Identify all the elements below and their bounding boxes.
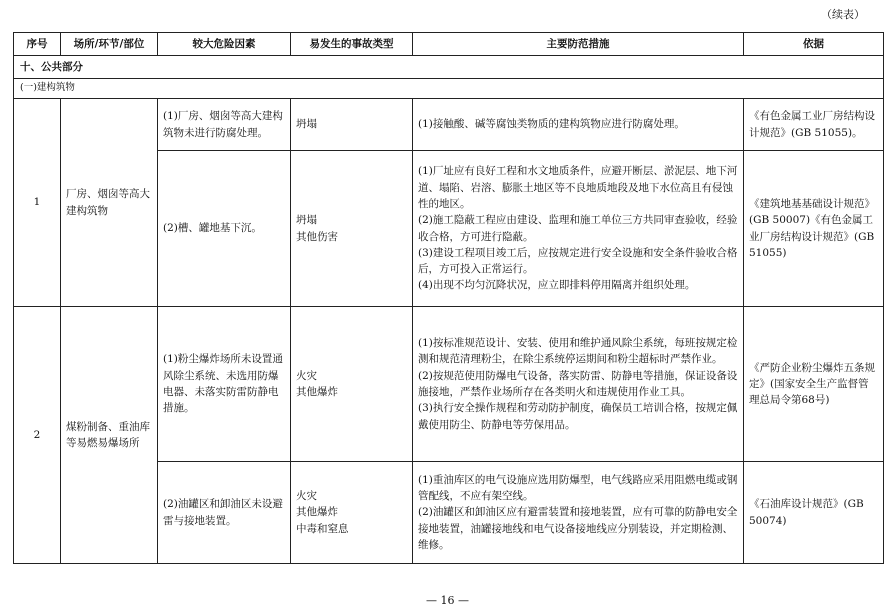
hazard-table (13, 32, 884, 564)
accident-type: 坍塌 (296, 118, 317, 131)
accident-type: 中毒和窒息 (296, 522, 349, 535)
section-row (14, 56, 884, 79)
header-row (14, 33, 884, 56)
accident-cell (291, 99, 413, 151)
table-row (14, 99, 884, 151)
accident-cell (291, 151, 413, 307)
subsection-title: (一)建构筑物 (14, 79, 884, 99)
hazard-cell: (1)粉尘爆炸场所未设置通风除尘系统、未选用防爆电器、未落实防雷防静电措施。 (158, 307, 291, 462)
basis-cell: 《严防企业粉尘爆炸五条规定》(国家安全生产监督管理总局令第68号) (744, 307, 884, 462)
continuation-label: （续表） (821, 8, 865, 21)
accident-cell (291, 462, 413, 564)
accident-type: 坍塌 (296, 214, 317, 227)
basis-cell: 《石油库设计规范》(GB 50074) (744, 462, 884, 564)
hazard-cell: (2)槽、罐地基下沉。 (158, 151, 291, 307)
basis-cell: 《有色金属工业厂房结构设计规范》(GB 51055)。 (744, 99, 884, 151)
measure-item: (2)施工隐蔽工程应由建设、监理和施工单位三方共同审查验收，经验收合格，方可进行隐蔽。 (418, 214, 738, 243)
header-hazard: 较大危险因素 (158, 33, 291, 56)
subsection-row (14, 79, 884, 99)
section-title: 十、公共部分 (14, 56, 884, 79)
accident-type: 其他爆炸 (296, 386, 338, 398)
measure-item: (1)接触酸、碱等腐蚀类物质的建构筑物应进行防腐处理。 (418, 118, 685, 131)
header-basis: 依据 (744, 33, 884, 56)
accident-type: 火灾 (296, 369, 317, 382)
measure-item: (4)出现不均匀沉降状况，应立即排料停用隔离并组织处理。 (418, 279, 696, 292)
accident-cell (291, 307, 413, 462)
measure-item: (3)执行安全操作规程和劳动防护制度，确保员工培训合格，按规定佩戴使用防尘、防静电等劳保用品。 (418, 402, 738, 431)
row-number: 1 (14, 99, 61, 307)
measure-item: (1)厂址应有良好工程和水文地质条件，应避开断层、淤泥层、地下河道、塌陷、岩溶、膨胀土地区等不良地质地段及地下水位高且有侵蚀性的地区。 (418, 165, 738, 210)
accident-type: 其他伤害 (296, 230, 338, 243)
measure-item: (2)按规范使用防爆电气设备，落实防雷、防静电等措施，保证设备设施接地，严禁作业场所存在各类明火和违规使用作业工具。 (418, 369, 738, 398)
hazard-cell: (1)厂房、烟囱等高大建构筑物未进行防腐处理。 (158, 99, 291, 151)
measures-cell (413, 99, 744, 151)
header-number: 序号 (14, 33, 61, 56)
measures-cell (413, 462, 744, 564)
hazard-cell: (2)油罐区和卸油区未设避雷与接地装置。 (158, 462, 291, 564)
measure-item: (1)重油库区的电气设施应选用防爆型，电气线路应采用阻燃电缆或钢管配线，不应有架空线。 (418, 473, 738, 503)
accident-type: 其他爆炸 (296, 506, 338, 519)
measures-cell (413, 151, 744, 307)
measure-item: (3)建设工程项目竣工后，应按规定进行安全设施和安全条件验收合格后，方可投入正常运行。 (418, 246, 738, 276)
row-location: 厂房、烟囱等高大建构筑物 (61, 99, 158, 307)
header-location: 场所/环节/部位 (61, 33, 158, 56)
page-number: — 16 — (426, 594, 469, 607)
basis-cell: 《建筑地基基础设计规范》(GB 50007)《有色金属工业厂房结构设计规范》(GB 51055) (744, 151, 884, 307)
measure-item: (2)油罐区和卸油区应有避雷装置和接地装置，应有可靠的防静电安全接地装置，油罐接地线和电气设备接地线应分别装设，并定期检测、维修。 (418, 506, 738, 551)
row-number: 2 (14, 307, 61, 564)
header-measures: 主要防范措施 (413, 33, 744, 56)
measures-cell (413, 307, 744, 462)
header-accident: 易发生的事故类型 (291, 33, 413, 56)
table-row (14, 307, 884, 462)
row-location: 煤粉制备、重油库等易燃易爆场所 (61, 307, 158, 564)
measure-item: (1)按标准规范设计、安装、使用和维护通风除尘系统，每班按规定检测和规范清理粉尘，在除尘系统停运期间和粉尘超标时严禁作业。 (418, 337, 738, 366)
accident-type: 火灾 (296, 490, 317, 503)
